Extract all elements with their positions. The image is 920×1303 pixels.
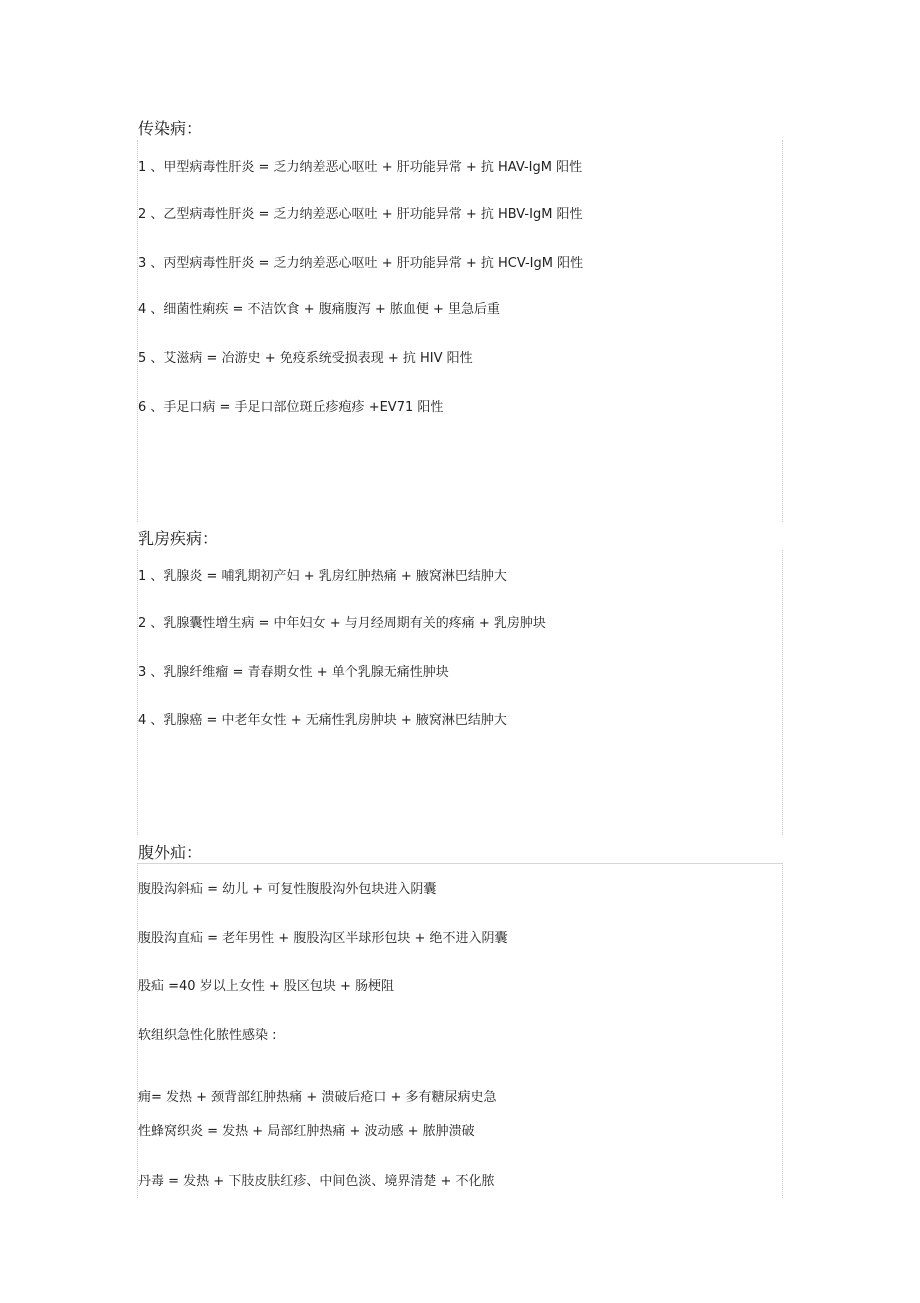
list-item: 痈= 发热 + 颈背部红肿热痛 + 溃破后疮口 + 多有糖尿病史急	[138, 1090, 497, 1105]
list-item: 股疝 =40 岁以上女性 + 股区包块 + 肠梗阻	[138, 979, 395, 994]
list-item: 1 、乳腺炎 = 哺乳期初产妇 + 乳房红肿热痛 + 腋窝淋巴结肿大	[138, 569, 507, 584]
list-item: 2 、乳腺囊性增生病 = 中年妇女 + 与月经周期有关的疼痛 + 乳房肿块	[138, 616, 546, 631]
section-border-right	[782, 863, 783, 1198]
section-border-left	[137, 140, 138, 522]
list-item: 3 、乳腺纤维瘤 = 青春期女性 + 单个乳腺无痛性肿块	[138, 665, 449, 680]
section-border-left	[137, 550, 138, 835]
list-item: 4 、乳腺癌 = 中老年女性 + 无痛性乳房肿块 + 腋窝淋巴结肿大	[138, 713, 507, 728]
list-item: 4 、细菌性痢疾 = 不洁饮食 + 腹痛腹泻 + 脓血便 + 里急后重	[138, 302, 501, 317]
list-item: 丹毒 = 发热 + 下肢皮肤红疹、中间色淡、境界清楚 + 不化脓	[138, 1174, 495, 1189]
list-item: 腹股沟斜疝 = 幼儿 + 可复性腹股沟外包块进入阴囊	[138, 882, 437, 897]
section-border-right	[782, 550, 783, 835]
section-heading: 传染病：	[138, 119, 203, 138]
list-item: 1 、甲型病毒性肝炎 = 乏力纳差恶心呕吐 + 肝功能异常 + 抗 HAV-IgM 阳性	[138, 160, 583, 175]
list-item: 6 、手足口病 = 手足口部位斑丘疹疱疹 +EV71 阳性	[138, 400, 444, 415]
list-item: 3 、丙型病毒性肝炎 = 乏力纳差恶心呕吐 + 肝功能异常 + 抗 HCV-IgM 阳性	[138, 256, 584, 271]
section-border-top	[137, 863, 783, 864]
section-border-right	[782, 140, 783, 522]
list-item: 2 、乙型病毒性肝炎 = 乏力纳差恶心呕吐 + 肝功能异常 + 抗 HBV-IgM 阳性	[138, 207, 583, 222]
list-item: 腹股沟直疝 = 老年男性 + 腹股沟区半球形包块 + 绝不进入阴囊	[138, 931, 508, 946]
list-item: 性蜂窝织炎 = 发热 + 局部红肿热痛 + 波动感 + 脓肿溃破	[138, 1124, 475, 1139]
list-item: 软组织急性化脓性感染 :	[138, 1028, 277, 1043]
list-item: 5 、艾滋病 = 冶游史 + 免疫系统受损表现 + 抗 HIV 阳性	[138, 351, 473, 366]
section-heading: 腹外疝：	[138, 843, 203, 862]
section-heading: 乳房疾病：	[138, 529, 219, 548]
